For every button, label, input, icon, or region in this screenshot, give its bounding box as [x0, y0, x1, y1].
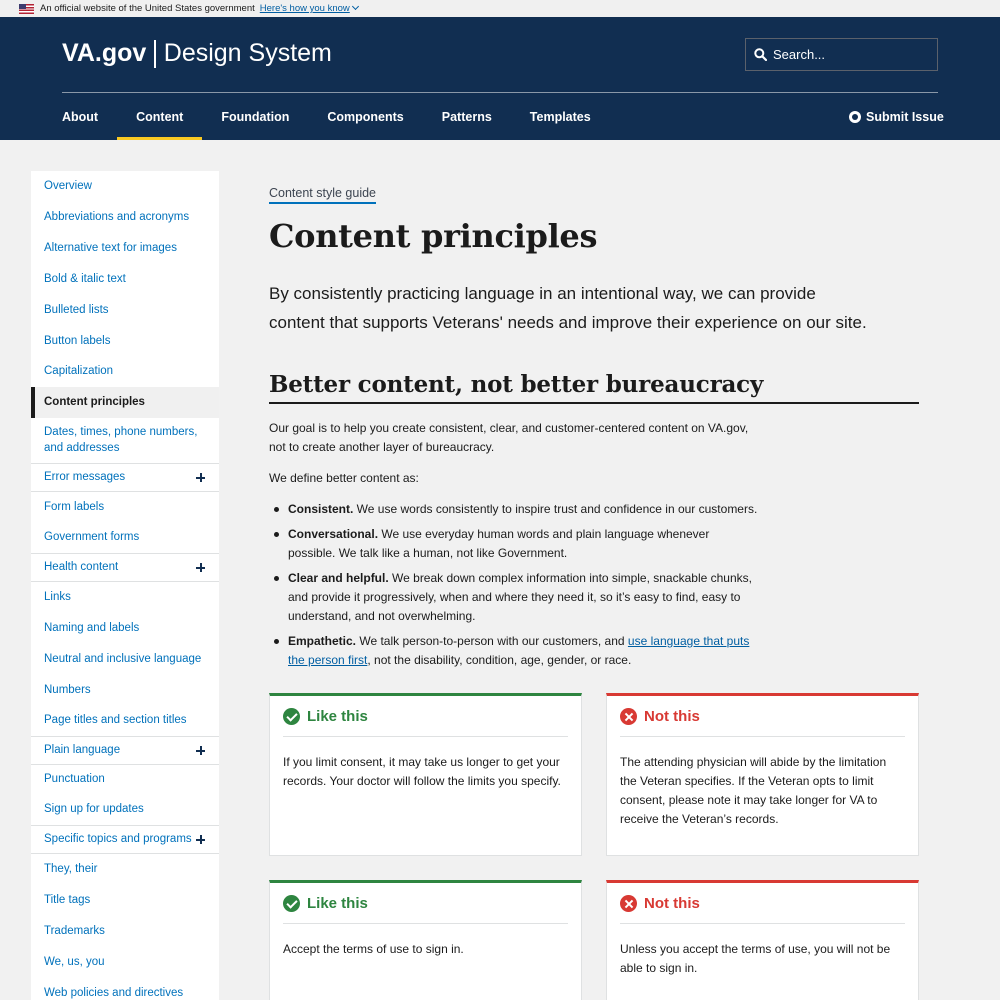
person-first-language-link[interactable]: use language that puts the person first	[288, 634, 750, 667]
lead-paragraph: By consistently practicing language in an intentional way, we can provide content that supports Veterans' needs and improve their experience on our site.	[269, 284, 867, 332]
sidebar-item-web-policies[interactable]: Web policies and directives	[44, 986, 184, 999]
sidebar-item-content-principles[interactable]: Content principles	[31, 387, 219, 418]
primary-nav	[62, 93, 591, 140]
card-header: Not this	[620, 708, 905, 737]
nav-about[interactable]: About	[62, 109, 99, 124]
card-header: Like this	[283, 708, 568, 737]
example-good-card	[269, 693, 582, 856]
gov-banner	[0, 0, 1000, 17]
section-heading: Better content, not better bureaucracy	[269, 371, 919, 404]
list-item: Empathetic. We talk person-to-person with our customers, and use language that puts the person first, not the disability, condition, age, gender, or race.	[269, 632, 759, 670]
expand-plus-icon[interactable]	[196, 746, 205, 755]
sidebar-item-dates-times[interactable]: Dates, times, phone numbers, and addresses	[44, 426, 198, 454]
sidebar-item-overview[interactable]: Overview	[44, 179, 92, 192]
submit-issue-label: Submit Issue	[866, 109, 944, 124]
error-circle-icon	[620, 708, 637, 725]
card-text: The attending physician will abide by the limitation the Veteran specifies. If the Veteran opts to limit consent, please note it may take longer for VA to receive the Veteran’s records.	[620, 755, 887, 826]
logo-divider	[154, 40, 156, 68]
sidebar-item-sign-up-updates[interactable]: Sign up for updates	[44, 803, 144, 816]
sidebar-item-punctuation[interactable]: Punctuation	[44, 773, 105, 786]
sidebar-item-government-forms[interactable]: Government forms	[44, 531, 140, 544]
example-bad-card	[606, 693, 919, 856]
nav-components[interactable]: Components	[327, 109, 404, 124]
sidebar-item-numbers[interactable]: Numbers	[44, 683, 91, 696]
card-header: Not this	[620, 895, 905, 924]
sidebar-item-capitalization[interactable]: Capitalization	[44, 365, 114, 378]
site-logo[interactable]	[62, 39, 332, 68]
sidebar-item-bold-italic[interactable]: Bold & italic text	[44, 272, 126, 285]
heres-how-you-know-link[interactable]: Here's how you know	[260, 3, 358, 14]
sidebar-item-alt-text[interactable]: Alternative text for images	[44, 241, 177, 254]
expand-plus-icon[interactable]	[196, 563, 205, 572]
expand-plus-icon[interactable]	[196, 835, 205, 844]
error-circle-icon	[620, 895, 637, 912]
principles-list	[269, 500, 759, 676]
example-bad-card	[606, 880, 919, 1000]
intro-paragraph: Our goal is to help you create consistent, clear, and customer-centered content on VA.gov, not to create another layer of bureaucracy.	[269, 421, 749, 454]
search-box[interactable]	[745, 38, 938, 71]
sidebar-item-bulleted-lists[interactable]: Bulleted lists	[44, 303, 109, 316]
breadcrumb-eyebrow[interactable]: Content style guide	[269, 186, 376, 204]
sidebar-item-they-their[interactable]: They, their	[44, 862, 98, 875]
sidebar-item-specific-topics[interactable]: Specific topics and programs	[31, 825, 219, 854]
example-good-card	[269, 880, 582, 1000]
check-circle-icon	[283, 895, 300, 912]
nav-content[interactable]: Content	[136, 93, 183, 140]
nav-foundation[interactable]: Foundation	[221, 109, 290, 124]
sidebar-item-naming-labels[interactable]: Naming and labels	[44, 621, 140, 634]
sidebar-item-form-labels[interactable]: Form labels	[44, 500, 105, 513]
us-flag-icon	[19, 4, 34, 14]
define-paragraph: We define better content as:	[269, 471, 419, 485]
sidebar-item-abbreviations[interactable]: Abbreviations and acronyms	[44, 210, 190, 223]
sidebar-item-health-content[interactable]: Health content	[31, 553, 219, 582]
nav-patterns[interactable]: Patterns	[441, 109, 492, 124]
sidebar-item-title-tags[interactable]: Title tags	[44, 893, 91, 906]
github-icon	[849, 111, 861, 123]
search-icon	[754, 48, 767, 61]
card-text: Accept the terms of use to sign in.	[283, 942, 464, 956]
page-title: Content principles	[269, 217, 598, 255]
logo-primary: VA.gov	[62, 39, 147, 67]
list-item: Clear and helpful. We break down complex information into simple, snackable chunks, and provide it progressively, when and where they need it, so it’s easy to find, easy to understand, and not overwhelming.	[269, 569, 759, 626]
expand-plus-icon[interactable]	[196, 473, 205, 482]
chevron-down-icon	[352, 3, 359, 10]
search-input[interactable]	[773, 47, 923, 62]
card-header: Like this	[283, 895, 568, 924]
submit-issue-link[interactable]	[849, 93, 944, 140]
sidebar-item-links[interactable]: Links	[44, 590, 71, 603]
sidebar-item-we-us-you[interactable]: We, us, you	[44, 955, 105, 968]
sidebar-item-page-titles[interactable]: Page titles and section titles	[44, 714, 187, 727]
list-item: Conversational. We use everyday human words and plain language whenever possible. We talk like a human, not like Government.	[269, 525, 759, 563]
sidebar-nav	[31, 171, 219, 1000]
gov-banner-text: An official website of the United States government	[40, 3, 255, 14]
sidebar-item-trademarks[interactable]: Trademarks	[44, 924, 105, 937]
nav-templates[interactable]: Templates	[529, 109, 591, 124]
site-header	[0, 17, 1000, 140]
sidebar-item-plain-language[interactable]: Plain language	[31, 736, 219, 765]
list-item: Consistent. We use words consistently to inspire trust and confidence in our customers.	[269, 500, 759, 519]
check-circle-icon	[283, 708, 300, 725]
card-text: Unless you accept the terms of use, you will not be able to sign in.	[620, 942, 891, 975]
sidebar-item-neutral-language[interactable]: Neutral and inclusive language	[44, 652, 202, 665]
sidebar-item-error-messages[interactable]: Error messages	[31, 463, 219, 492]
logo-secondary: Design System	[163, 39, 332, 67]
sidebar-item-button-labels[interactable]: Button labels	[44, 334, 111, 347]
card-text: If you limit consent, it may take us longer to get your records. Your doctor will follow the limits you specify.	[283, 755, 561, 788]
